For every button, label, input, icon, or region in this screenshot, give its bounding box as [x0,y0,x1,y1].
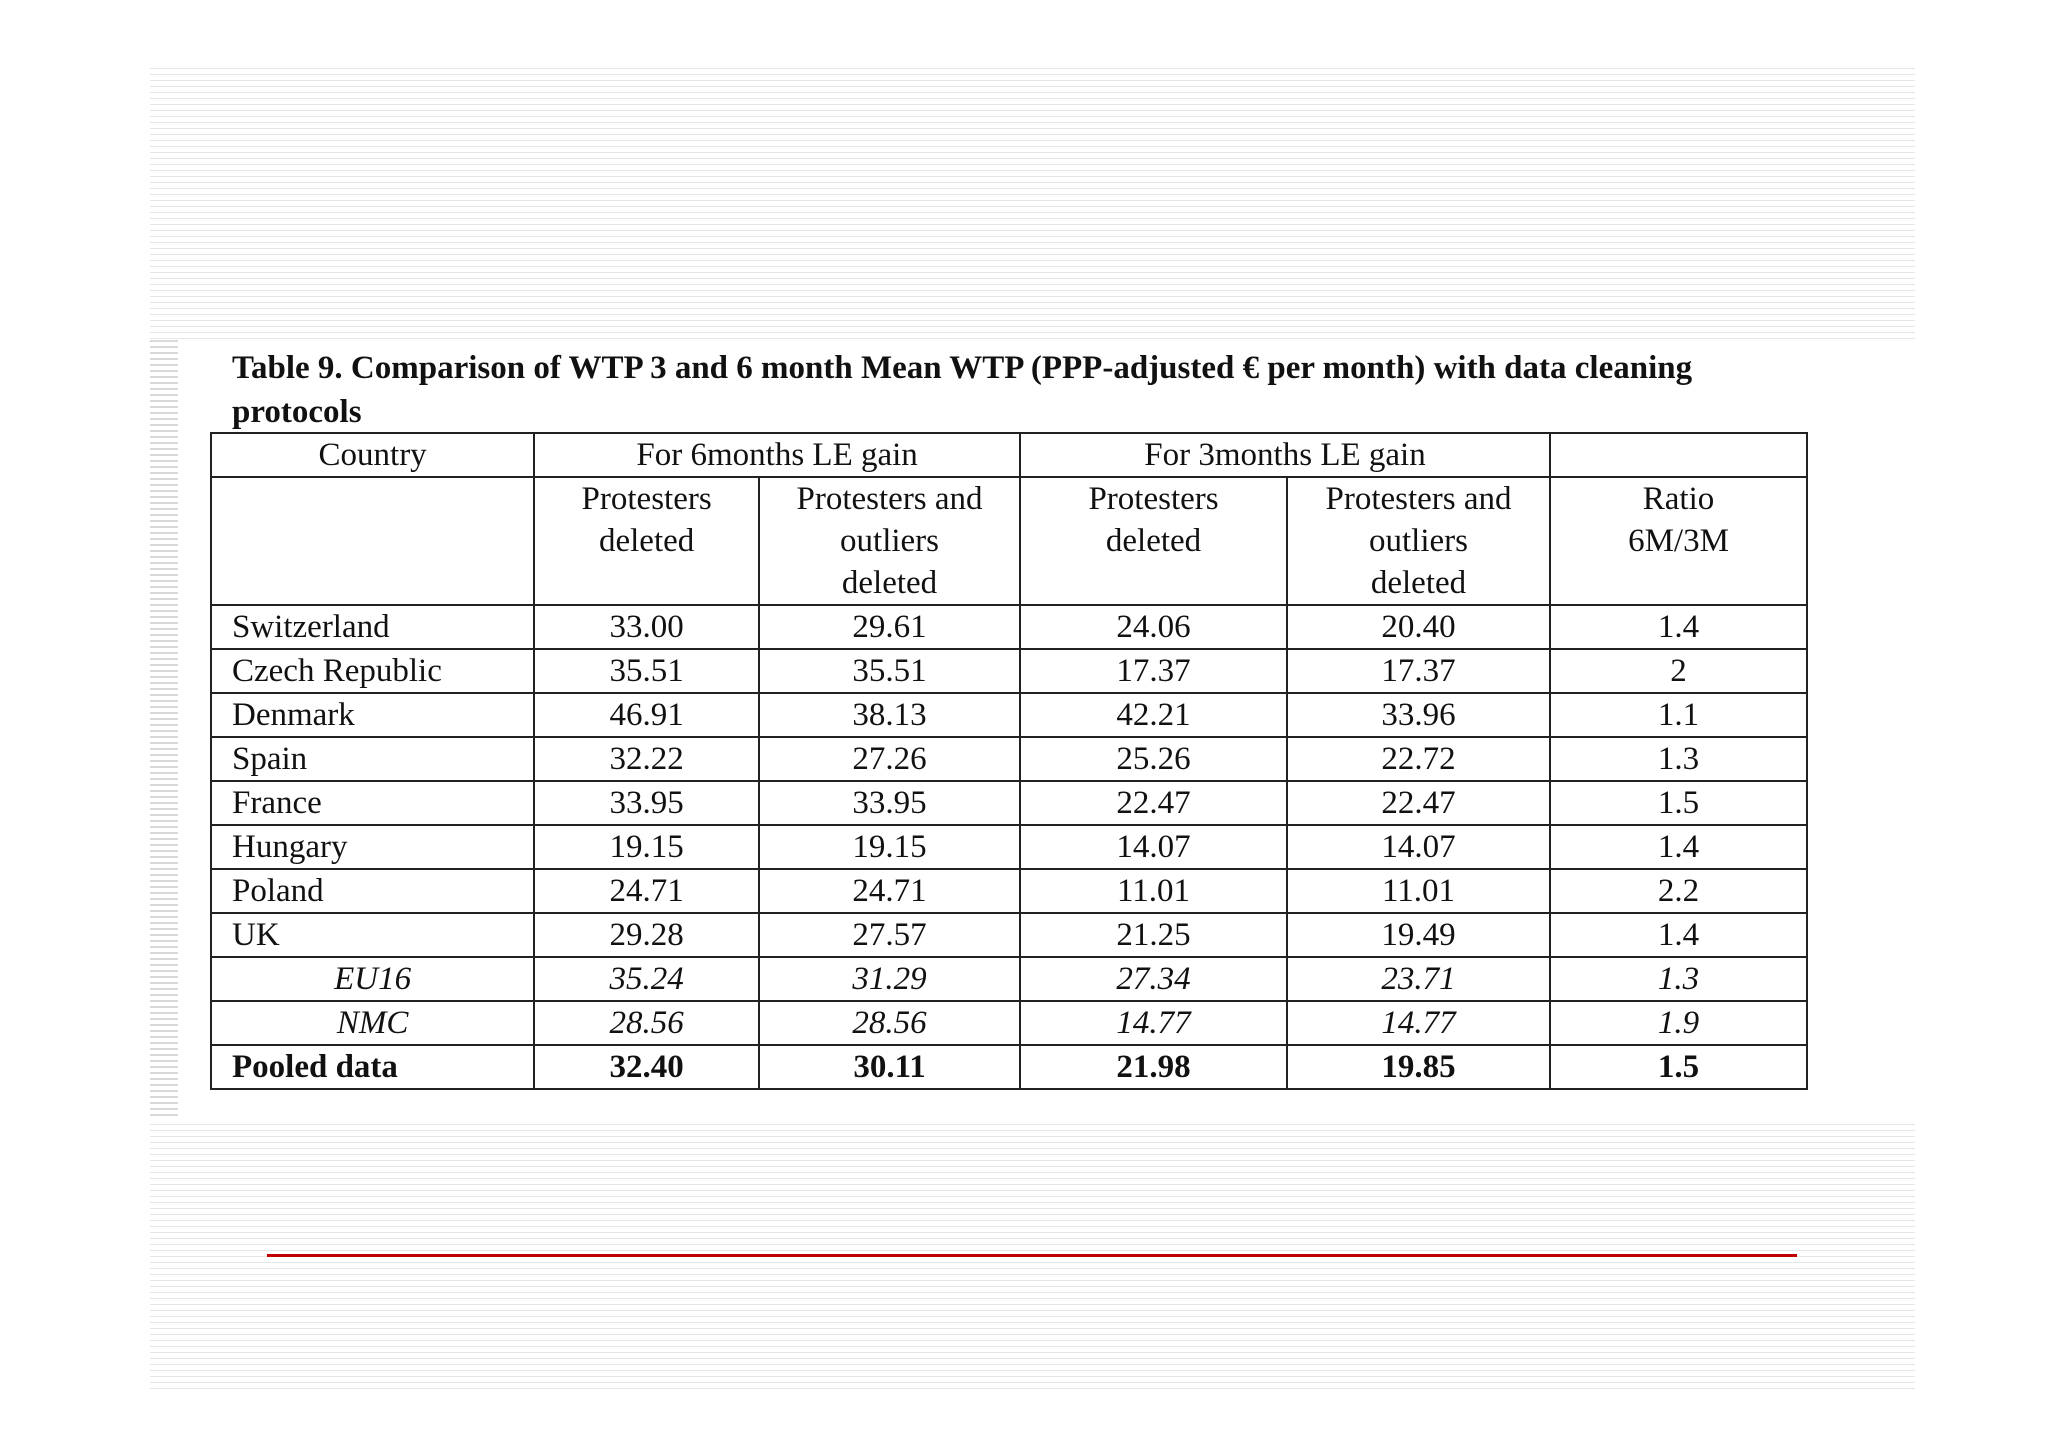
ratio-cell: 1.3 [1550,737,1807,781]
value-cell: 22.72 [1287,737,1550,781]
value-cell: 32.40 [534,1045,759,1089]
value-cell: 28.56 [759,1001,1020,1045]
country-cell: France [211,781,534,825]
country-cell: Czech Republic [211,649,534,693]
value-cell: 19.15 [534,825,759,869]
value-cell: 19.85 [1287,1045,1550,1089]
value-cell: 25.26 [1020,737,1287,781]
ratio-cell: 2.2 [1550,869,1807,913]
value-cell: 11.01 [1287,869,1550,913]
header-line: Protesters and [796,481,983,517]
country-cell: Switzerland [211,605,534,649]
value-cell: 14.07 [1020,825,1287,869]
value-cell: 17.37 [1020,649,1287,693]
value-cell: 33.00 [534,605,759,649]
header-protesters-deleted-3m [1020,477,1287,605]
table-row [211,737,1807,781]
value-cell: 14.07 [1287,825,1550,869]
table-row-subgroup [211,957,1807,1001]
country-cell: Hungary [211,825,534,869]
country-cell: Denmark [211,693,534,737]
header-line: deleted [1370,565,1467,601]
table-row [211,693,1807,737]
country-cell: EU16 [211,957,534,1001]
value-cell: 27.26 [759,737,1020,781]
ratio-cell: 1.4 [1550,825,1807,869]
header-line: deleted [598,523,695,559]
caption-line-2: protocols [232,394,362,430]
ratio-cell: 1.4 [1550,913,1807,957]
header-line: deleted [1105,523,1202,559]
value-cell: 30.11 [759,1045,1020,1089]
value-cell: 14.77 [1020,1001,1287,1045]
header-line: outliers [840,523,940,559]
ratio-cell: 1.5 [1550,781,1807,825]
caption-line-1: Table 9. Comparison of WTP 3 and 6 month Mean WTP (PPP-adjusted € per month) with data cleaning [232,350,1693,386]
value-cell: 35.24 [534,957,759,1001]
table-row [211,605,1807,649]
value-cell: 29.28 [534,913,759,957]
footer-divider [267,1254,1797,1257]
header-line: Protesters and [1325,481,1512,517]
value-cell: 29.61 [759,605,1020,649]
value-cell: 35.51 [534,649,759,693]
value-cell: 19.49 [1287,913,1550,957]
ratio-cell: 1.4 [1550,605,1807,649]
table-row-subgroup [211,1001,1807,1045]
value-cell: 11.01 [1020,869,1287,913]
ratio-cell: 1.1 [1550,693,1807,737]
value-cell: 24.71 [759,869,1020,913]
value-cell: 27.57 [759,913,1020,957]
country-cell: NMC [211,1001,534,1045]
header-empty-country [211,477,534,605]
value-cell: 21.25 [1020,913,1287,957]
header-row-2 [211,477,1807,605]
table-row [211,781,1807,825]
header-group-6-months: For 6months LE gain [534,433,1020,477]
header-line: deleted [841,565,938,601]
value-cell: 24.71 [534,869,759,913]
ratio-cell: 1.3 [1550,957,1807,1001]
header-protesters-outliers-deleted-3m [1287,477,1550,605]
value-cell: 38.13 [759,693,1020,737]
wtp-table [210,432,1808,1090]
header-line: outliers [1369,523,1468,559]
value-cell: 46.91 [534,693,759,737]
value-cell: 32.22 [534,737,759,781]
value-cell: 24.06 [1020,605,1287,649]
header-protesters-deleted-6m [534,477,759,605]
header-line: Protesters [581,481,712,517]
ratio-cell: 1.5 [1550,1045,1807,1089]
value-cell: 35.51 [759,649,1020,693]
country-cell: Poland [211,869,534,913]
ratio-cell: 2 [1550,649,1807,693]
value-cell: 33.95 [534,781,759,825]
country-cell: Pooled data [211,1045,534,1089]
header-empty-cell [1550,433,1807,477]
header-ratio [1550,477,1807,605]
table-row [211,869,1807,913]
value-cell: 22.47 [1020,781,1287,825]
header-country: Country [211,433,534,477]
ratio-cell: 1.9 [1550,1001,1807,1045]
value-cell: 21.98 [1020,1045,1287,1089]
value-cell: 17.37 [1287,649,1550,693]
country-cell: UK [211,913,534,957]
header-group-3-months: For 3months LE gain [1020,433,1550,477]
value-cell: 14.77 [1287,1001,1550,1045]
value-cell: 23.71 [1287,957,1550,1001]
table-row [211,913,1807,957]
table-row [211,649,1807,693]
left-stripe-band [150,340,180,1120]
value-cell: 19.15 [759,825,1020,869]
value-cell: 31.29 [759,957,1020,1001]
country-cell: Spain [211,737,534,781]
value-cell: 20.40 [1287,605,1550,649]
value-cell: 27.34 [1020,957,1287,1001]
value-cell: 33.95 [759,781,1020,825]
header-row-1 [211,433,1807,477]
table-row [211,825,1807,869]
value-cell: 28.56 [534,1001,759,1045]
header-protesters-outliers-deleted-6m [759,477,1020,605]
header-line: 6M/3M [1628,523,1729,559]
table-caption [232,346,1912,434]
header-line: Protesters [1088,481,1219,517]
value-cell: 42.21 [1020,693,1287,737]
value-cell: 33.96 [1287,693,1550,737]
value-cell: 22.47 [1287,781,1550,825]
header-line: Ratio [1642,481,1715,517]
table-row-pooled [211,1045,1807,1089]
